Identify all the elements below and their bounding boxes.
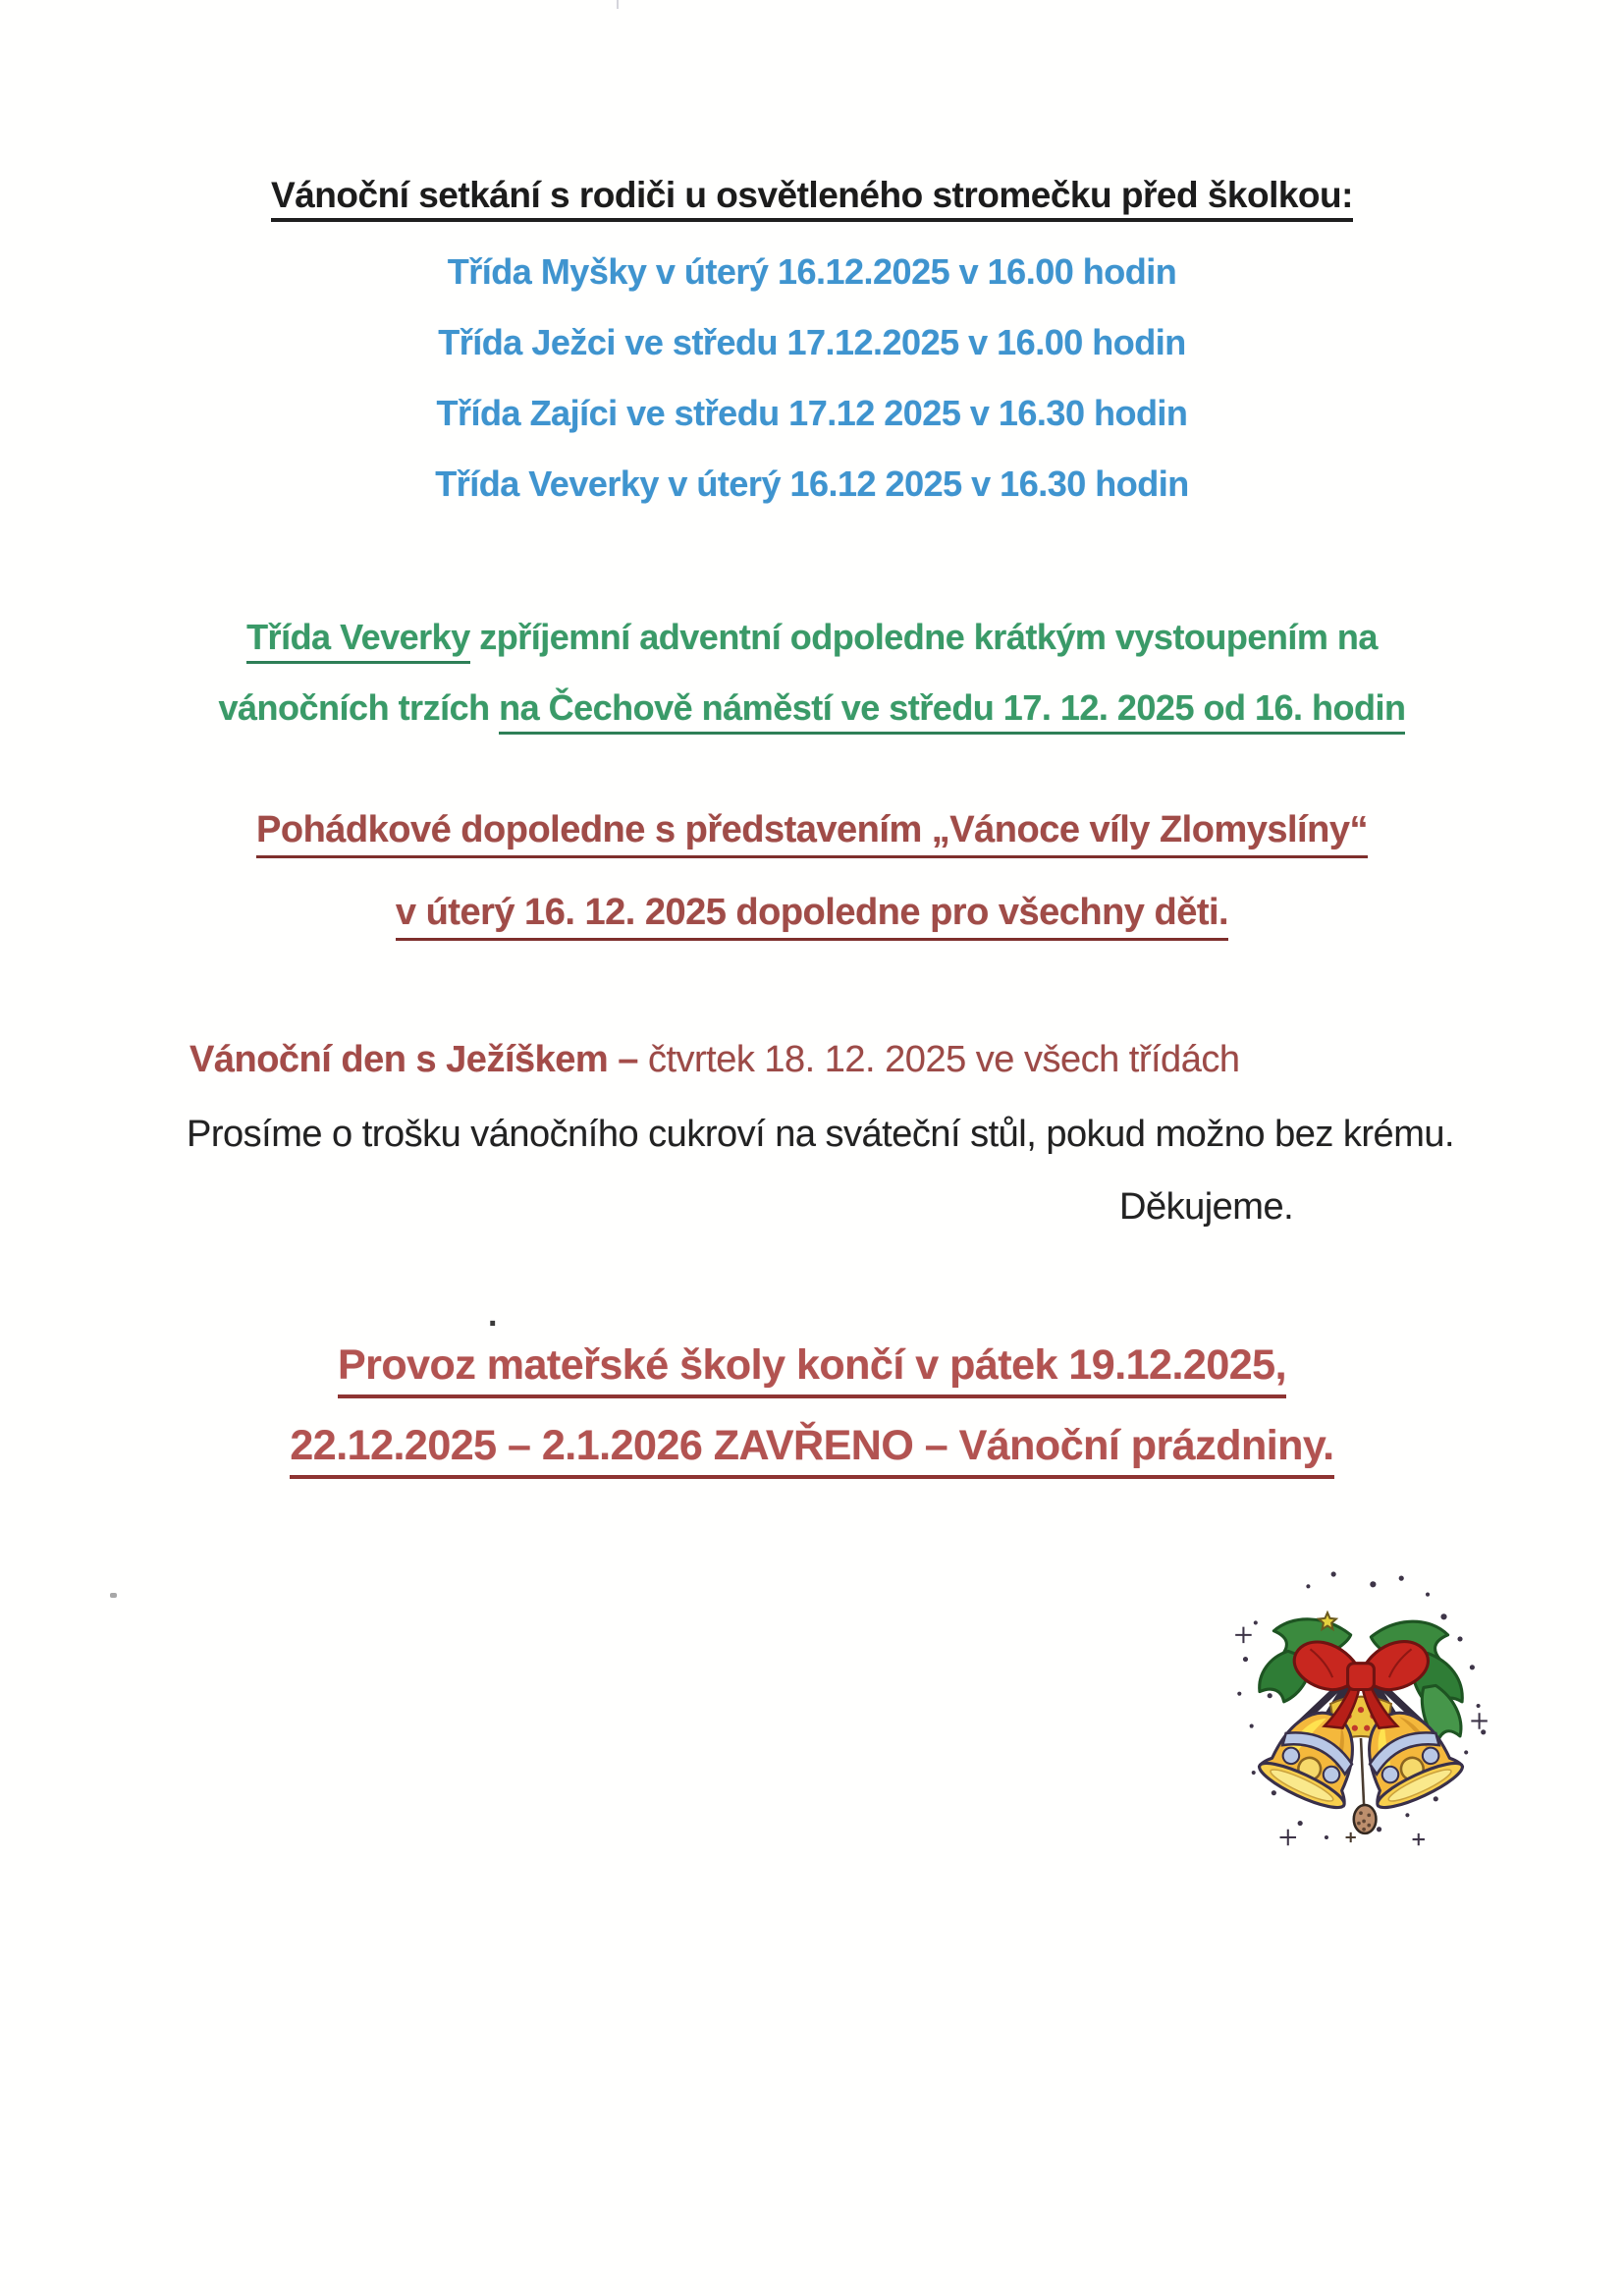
- fairy-tale-date: v úterý 16. 12. 2025 dopoledne pro všechny děti.: [396, 892, 1228, 941]
- christmas-bells-icon: [1229, 1563, 1492, 1848]
- thanks-line: Děkujeme.: [1119, 1186, 1294, 1228]
- fairy-tale-line2: [0, 892, 1624, 934]
- fairy-tale-title: Pohádkové dopoledne s představením „Vánoce víly Zlomyslíny“: [256, 809, 1368, 858]
- christmas-day-rest: čtvrtek 18. 12. 2025 ve všech třídách: [637, 1039, 1240, 1080]
- schedule-line-veverky: Třída Veverky v úterý 16.12 2025 v 16.30 hodin: [435, 464, 1189, 504]
- cookies-request-line: Prosíme o trošku vánočního cukroví na sváteční stůl, pokud možno bez krému.: [187, 1114, 1455, 1155]
- stray-period-mark: .: [488, 1296, 497, 1334]
- christmas-day-lead: Vánoční den s Ježíškem –: [189, 1039, 638, 1080]
- schedule-line-myskyt: Třída Myšky v úterý 16.12.2025 v 16.00 hodin: [447, 251, 1177, 292]
- page-title-text: Vánoční setkání s rodiči u osvětleného stromečku před školkou:: [271, 175, 1353, 222]
- closure-holidays-text: 22.12.2025 – 2.1.2026 ZAVŘENO – Vánoční prázdniny.: [290, 1422, 1333, 1479]
- closure-line2: [0, 1422, 1624, 1470]
- schedule-line-jezci: Třída Ježci ve středu 17.12.2025 v 16.00 hodin: [438, 322, 1186, 362]
- market-notice-line2: [0, 687, 1624, 729]
- scan-artifact: [617, 0, 619, 9]
- market-notice-place-date: na Čechově náměstí ve středu 17. 12. 2025 od 16. hodin: [499, 687, 1405, 735]
- market-notice-line2-start: vánočních trzích: [218, 687, 500, 728]
- fairy-tale-line1: [0, 809, 1624, 851]
- market-notice-line1: [0, 617, 1624, 658]
- christmas-day-line: [189, 1039, 1239, 1081]
- scan-artifact: [110, 1593, 117, 1598]
- page-title: [0, 175, 1624, 216]
- market-notice-line1-rest: zpříjemní adventní odpoledne krátkým vystoupením na: [469, 617, 1378, 657]
- market-notice-class: Třída Veverky: [246, 617, 470, 664]
- schedule-line-zajici: Třída Zajíci ve středu 17.12 2025 v 16.30 hodin: [436, 393, 1188, 433]
- closure-date-text: Provoz mateřské školy končí v pátek 19.12.2025,: [338, 1341, 1286, 1398]
- closure-line1: [0, 1341, 1624, 1390]
